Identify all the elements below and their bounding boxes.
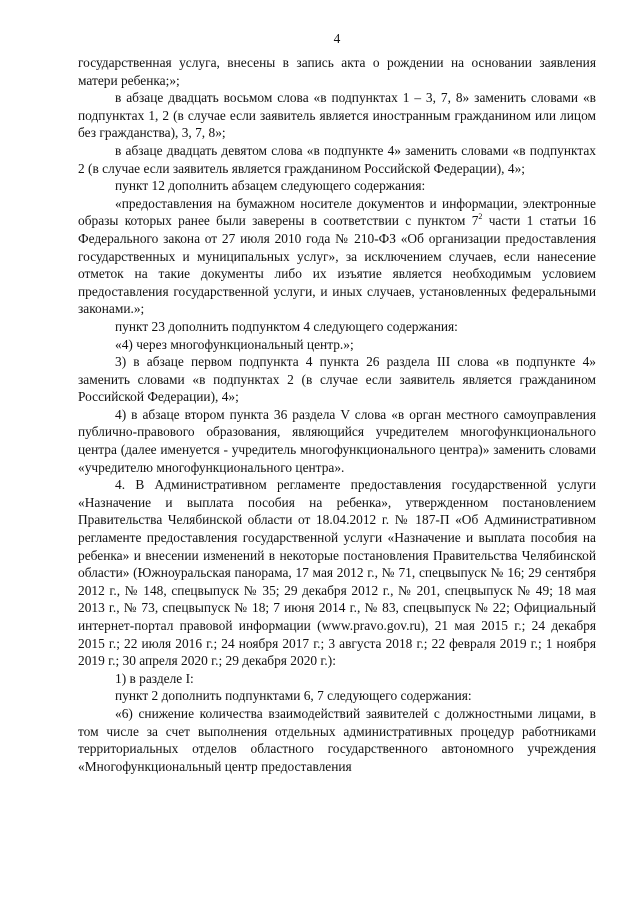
superscript-2: 2 <box>478 212 483 222</box>
paragraph-5-part-2: части 1 статьи 16 Федерального закона от 27 июля 2010 года № 210-ФЗ «Об организации предоставления государственных и муниципальных услуг», за исключением случаев, если нанесение отметок на такие документы либо их изъятие является необходимым условием предоставления государственной услуги, и иных случаев, установленных федеральными законами.»; <box>78 213 596 317</box>
paragraph-12: пункт 2 дополнить подпунктами 6, 7 следующего содержания: <box>115 688 472 704</box>
paragraph-9: 4) в абзаце втором пункта 36 раздела V слова «в орган местного самоуправления публично-правового образования, являющийся учредителем многофункционального центра (далее именуется - учредитель многофункционального центра)» заменить словами «учредителю многофункционального центра». <box>78 406 596 475</box>
paragraph-11: 1) в разделе I: <box>115 670 194 686</box>
paragraph-5-part-1: «предоставления на бумажном носителе документов и информации, электронные образы которых ранее были заверены в соответствии с пунктом 7 <box>78 195 596 229</box>
paragraph-2: в абзаце двадцать восьмом слова «в подпунктах 1 – 3, 7, 8» заменить словами «в подпунктах 1, 2 (в случае если заявитель является иностранным гражданином или лицом без гражданства), 3, 7, 8»; <box>78 90 596 141</box>
paragraph-1: государственная услуга, внесены в запись акта о рождении на основании заявления матери ребенка;»; <box>78 55 596 88</box>
paragraph-7: «4) через многофункциональный центр.»; <box>115 336 354 352</box>
paragraph-5 <box>78 195 596 318</box>
paragraph-3: в абзаце двадцать девятом слова «в подпункте 4» заменить словами «в подпунктах 2 (в случае если заявитель является гражданином Российской Федерации), 4»; <box>78 142 596 176</box>
paragraph-6: пункт 23 дополнить подпунктом 4 следующего содержания: <box>115 318 458 334</box>
paragraph-10: 4. В Административном регламенте предоставления государственной услуги «Назначение и выплата пособия на ребенка», утвержденном постановлением Правительства Челябинской области от 18.04.2012 г. № 187-П «Об Административном регламенте предоставления государственной услуги «Назначение и выплата пособия на ребенка» и внесении изменений в некоторые постановления Правительства Челябинской области» (Южноуральская панорама, 17 мая 2012 г., № 71, спецвыпуск № 16; 29 сентября 2012 г., № 148, спецвыпуск № 35; 29 декабря 2012 г., № 201, спецвыпуск № 49; 18 мая 2013 г., № 73, спецвыпуск № 18; 7 июня 2014 г., № 83, спецвыпуск № 22; Официальный интернет-портал правовой информации (www.pravo.gov.ru), 21 мая 2015 г.; 24 декабря 2015 г.; 22 июля 2016 г.; 24 ноября 2017 г.; 3 августа 2018 г.; 22 февраля 2019 г.; 1 ноября 2019 г.; 30 апреля 2020 г.; 29 декабря 2020 г.): <box>78 477 596 669</box>
page-number: 4 <box>333 31 341 46</box>
paragraph-4: пункт 12 дополнить абзацем следующего содержания: <box>115 178 426 194</box>
paragraph-8: 3) в абзаце первом подпункта 4 пункта 26 раздела III слова «в подпункте 4» заменить словами «в подпунктах 2 (в случае если заявитель является гражданином Российской Федерации), 4»; <box>78 354 596 405</box>
paragraph-13: «6) снижение количества взаимодействий заявителей с должностными лицами, в том числе за счет выполнения отдельных административных процедур работниками территориальных отделов областного государственного автономного учреждения «Многофункциональный центр предоставления <box>78 705 596 774</box>
